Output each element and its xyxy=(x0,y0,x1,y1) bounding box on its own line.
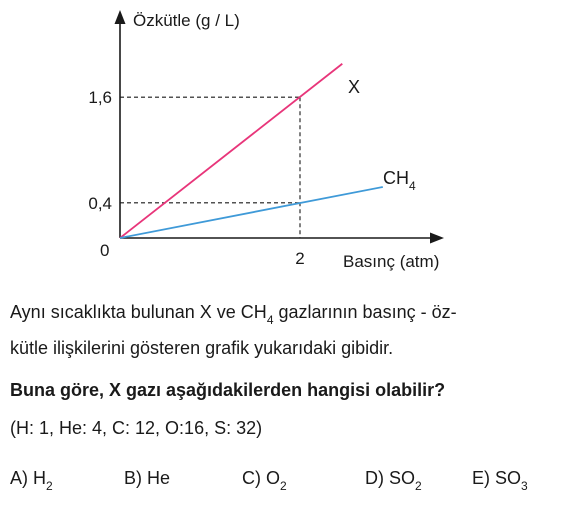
series-lines xyxy=(120,64,383,238)
x-tick-label: 2 xyxy=(295,249,305,268)
question-text-line1 xyxy=(10,300,558,326)
y-tick-label: 1,6 xyxy=(88,88,112,108)
series-labels xyxy=(348,77,416,193)
question-line1-part-b: gazlarının basınç - öz- xyxy=(273,302,457,322)
y-axis-arrow xyxy=(115,10,126,24)
origin-label: 0 xyxy=(100,241,110,260)
option-c[interactable]: C) $O_2$ xyxy=(242,468,287,493)
series-label-CH4: $CH_4$ xyxy=(383,168,416,193)
question-text-line2: kütle ilişkilerini gösteren grafik yukarıdaki gibidir. xyxy=(10,338,394,358)
atomic-masses: (H: 1, He: 4, C: 12, O:16, S: 32) xyxy=(10,418,263,438)
y-axis-title: Özkütle (g / L) xyxy=(133,11,240,30)
option-d[interactable]: D) $SO_2$ xyxy=(365,468,422,493)
question-line1-subscript: 4 xyxy=(266,313,274,327)
option-e[interactable]: E) $SO_3$ xyxy=(472,468,528,493)
series-line-X xyxy=(120,64,342,238)
answer-options xyxy=(10,468,560,502)
option-b[interactable]: B) He xyxy=(124,468,171,488)
x-axis-title: Basınç (atm) xyxy=(343,252,440,271)
option-a[interactable]: A) $H_2$ xyxy=(10,468,53,493)
x-axis-arrow xyxy=(430,233,444,244)
question-line1-part-a: Aynı sıcaklıkta bulunan X ve CH xyxy=(10,302,267,322)
series-line-CH4 xyxy=(120,187,383,238)
y-tick-label: 0,4 xyxy=(88,193,112,213)
question-bold-prompt: Buna göre, X gazı aşağıdakilerden hangisi olabilir? xyxy=(10,380,446,400)
series-label-X: X xyxy=(348,77,361,97)
